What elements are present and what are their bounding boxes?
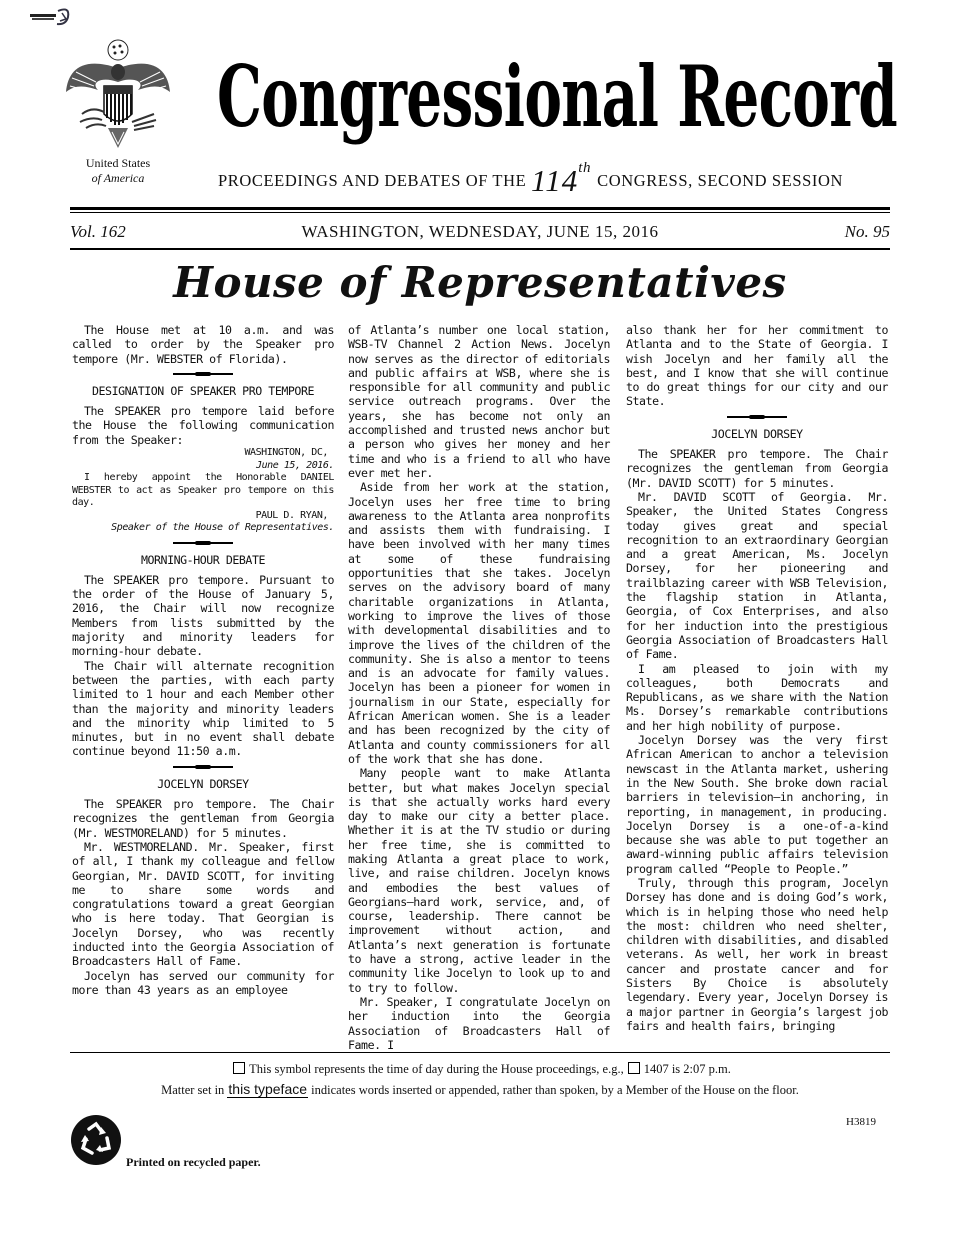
subtitle-prefix: PROCEEDINGS AND DEBATES OF THE [218, 171, 527, 190]
paragraph: Mr. DAVID SCOTT of Georgia. Mr. Speaker, the United States Congress today gives great and special recognition to an extraordinary Georgian and a great American, Ms. Jocelyn Dorsey, for her pioneering and trailblazing career with WSB Television, the flagship station in Atlanta, Georgia, of Cox Enterprises, and also for her induction into the prestigious Georgia Association of Broadcasters Hall of Fame. [626, 489, 888, 662]
seal-caption [62, 156, 174, 186]
paragraph: Jocelyn has served our community for more than 43 years as an employee [72, 968, 334, 997]
recycle-icon [70, 1114, 122, 1166]
chamber-title: House of Representatives [173, 258, 787, 307]
paragraph: Truly, through this program, Jocelyn Dorsey has done and is doing God’s work, which is in helping those who need help the most: children who need shelter, children with disabilities, and disabled veterans. As well, her work in breast cancer and prostate cancer and for Sisters By Choice is absolutely legendary. Every year, Jocelyn Dorsey is a major partner in Georgia’s largest job fairs and health fairs, bringing [626, 875, 888, 1033]
page-code: H3819 [846, 1116, 876, 1128]
time-symbol-icon [233, 1062, 245, 1074]
typeface-note [70, 1079, 890, 1100]
section-separator [173, 372, 233, 376]
paragraph: of Atlanta’s number one local station, WSB-TV Channel 2 Action News. Jocelyn now serves as the director of editorials and public affairs at WSB, where she is responsible for all community and public service outreach programs. Over the years, she has become not only an accomplished and trusted news anchor but a person who gives her money and her time and who is a friend to all who have ever met her. [348, 323, 610, 480]
seal-caption-line: United States [85, 156, 151, 170]
section-heading: JOCELYN DORSEY [157, 776, 249, 791]
subtitle-suffix: CONGRESS, SECOND SESSION [597, 171, 844, 190]
text-column-3 [626, 323, 888, 1043]
masthead-subtitle [218, 160, 898, 199]
issue-number: No. 95 [844, 222, 890, 241]
section-heading: JOCELYN DORSEY [711, 426, 803, 441]
section-heading: MORNING-HOUR DEBATE [140, 552, 266, 567]
letter-signer-title: Speaker of the House of Representatives. [111, 522, 334, 534]
volume-number: Vol. 162 [70, 222, 126, 241]
dateline [70, 222, 890, 242]
symbol-note [70, 1059, 890, 1079]
masthead-title-text: Congressional Record [217, 47, 897, 146]
paragraph: I am pleased to join with my colleagues, both Democrats and Republicans, as we share with the Nation Ms. Dorsey’s remarkable contributions and her high nobility of purpose. [626, 661, 888, 733]
symbol-note-text: This symbol represents the time of day during the House proceedings, e.g., [249, 1062, 624, 1076]
paragraph: Jocelyn Dorsey was the very first African American to anchor a television newscast in the Atlanta market, ushering in the New South. She broke down racial barriers in television—in anchoring, in reporting, in management, in producing. Jocelyn Dorsey is a one-of-a-kind because she was able to put together an award-winning public affairs television program called “People to People.” [626, 733, 888, 876]
issue-date: WASHINGTON, WEDNESDAY, JUNE 15, 2016 [301, 222, 659, 241]
top-rule-thin [70, 212, 890, 213]
paragraph: Mr. WESTMORELAND. Mr. Speaker, first of all, I thank my colleague and fellow Georgian, Mr. DAVID SCOTT, for inviting me to share some words and congratulations toward a great Georgian who is here today. That Georgian is Jocelyn Dorsey, who was recently inducted into the Georgia Association of Broadcasters Hall of Fame. [72, 839, 334, 969]
section-heading: DESIGNATION OF SPEAKER PRO TEMPORE [91, 383, 315, 398]
paragraph: The SPEAKER pro tempore. Pursuant to the order of the House of January 5, 2016, the Chair will now recognize Members from lists submitted by the majority and minority leaders for morning-hour debate. [72, 572, 334, 659]
section-separator [173, 765, 233, 769]
paragraph: The Chair will alternate recognition between the parties, with each party limited to 1 hour and each Member other than the majority and minority leaders and the minority whip limited to 5 minutes, but in no event shall debate continue beyond 11:50 a.m. [72, 658, 334, 759]
typeface-note-text: indicates words inserted or appended, rather than spoken, by a Member of the House on the floor. [311, 1083, 799, 1097]
recycled-paper-note: Printed on recycled paper. [126, 1155, 261, 1169]
masthead-title [212, 47, 902, 146]
symbol-note-example: 1407 is 2:07 p.m. [643, 1062, 731, 1076]
paragraph: The SPEAKER pro tempore. The Chair recognizes the gentleman from Georgia (Mr. WESTMORELAND) for 5 minutes. [72, 797, 334, 840]
letter-body: I hereby appoint the Honorable DANIEL WEBSTER to act as Speaker pro tempore on this day. [72, 472, 334, 509]
congress-number: 114 [531, 163, 579, 198]
seal-caption-line: of America [91, 171, 145, 185]
dateline-rule [70, 248, 890, 250]
text-column-1 [72, 323, 334, 1043]
letter-signer: PAUL D. RYAN, [255, 509, 328, 521]
letter-date: June 15, 2016. [256, 459, 334, 471]
paragraph: The SPEAKER pro tempore. The Chair recognizes the gentleman from Georgia (Mr. DAVID SCOTT) for 5 minutes. [626, 447, 888, 490]
paragraph: Aside from her work at the station, Jocelyn uses her free time to bring awareness to the Atlanta area nonprofits and assists them with fundraising. I have been involved with her many times at some of these fundraising opportunities that she takes. Jocelyn serves on the advisory board of many charitable organizations in Atlanta, working to improve the lives of those with developmental disabilities and to improve the lives of the children of the community. She is also a mentor to teens and is an advocate for family values. Jocelyn has been a pioneer for women in journalism in our State, especially for African American women. She is a leader and has been recognized by the city of Atlanta and county commissioners for all of the work that she has done. [348, 480, 610, 766]
typeface-note-text: Matter set in [161, 1083, 225, 1097]
paragraph: Mr. Speaker, I congratulate Jocelyn on her induction into the Georgia Association of Broadcasters Hall of Fame. I [348, 994, 610, 1052]
paragraph: Many people want to make Atlanta better, but what makes Jocelyn special is that she actually works hard every day to make our city a better place. Whether it is at the TV studio or during her free time, she is committed to making Atlanta a great place to work, live, and raise children. Jocelyn knows and embodies the best values of Georgians—hard work, service, and, of course, leadership. There cannot be improvement without action, and Atlanta’s next generation is fortunate to have a strong, active leader in the community like Jocelyn to look up to and to try to follow. [348, 766, 610, 995]
paragraph: also thank her for her commitment to Atlanta and to the State of Georgia. I wish Jocelyn and her family all the best, and I know that she will continue to do great things for our city and our State. [626, 323, 888, 409]
paragraph: The House met at 10 a.m. and was called to order by the Speaker pro tempore (Mr. WEBSTER of Florida). [72, 323, 334, 366]
congress-suffix: th [578, 160, 592, 176]
letter-place: WASHINGTON, DC, [244, 447, 328, 459]
footer-notes [70, 1052, 890, 1100]
eagle-seal-icon [62, 36, 174, 154]
typeface-sample: this typeface [228, 1081, 308, 1097]
section-separator [727, 415, 787, 419]
top-rule [70, 207, 890, 210]
text-column-2 [348, 323, 610, 1052]
gpo-logo-icon [30, 8, 76, 28]
time-symbol-icon [628, 1062, 640, 1074]
section-separator [173, 541, 233, 545]
paragraph: The SPEAKER pro tempore laid before the House the following communication from the Speaker: [72, 404, 334, 447]
